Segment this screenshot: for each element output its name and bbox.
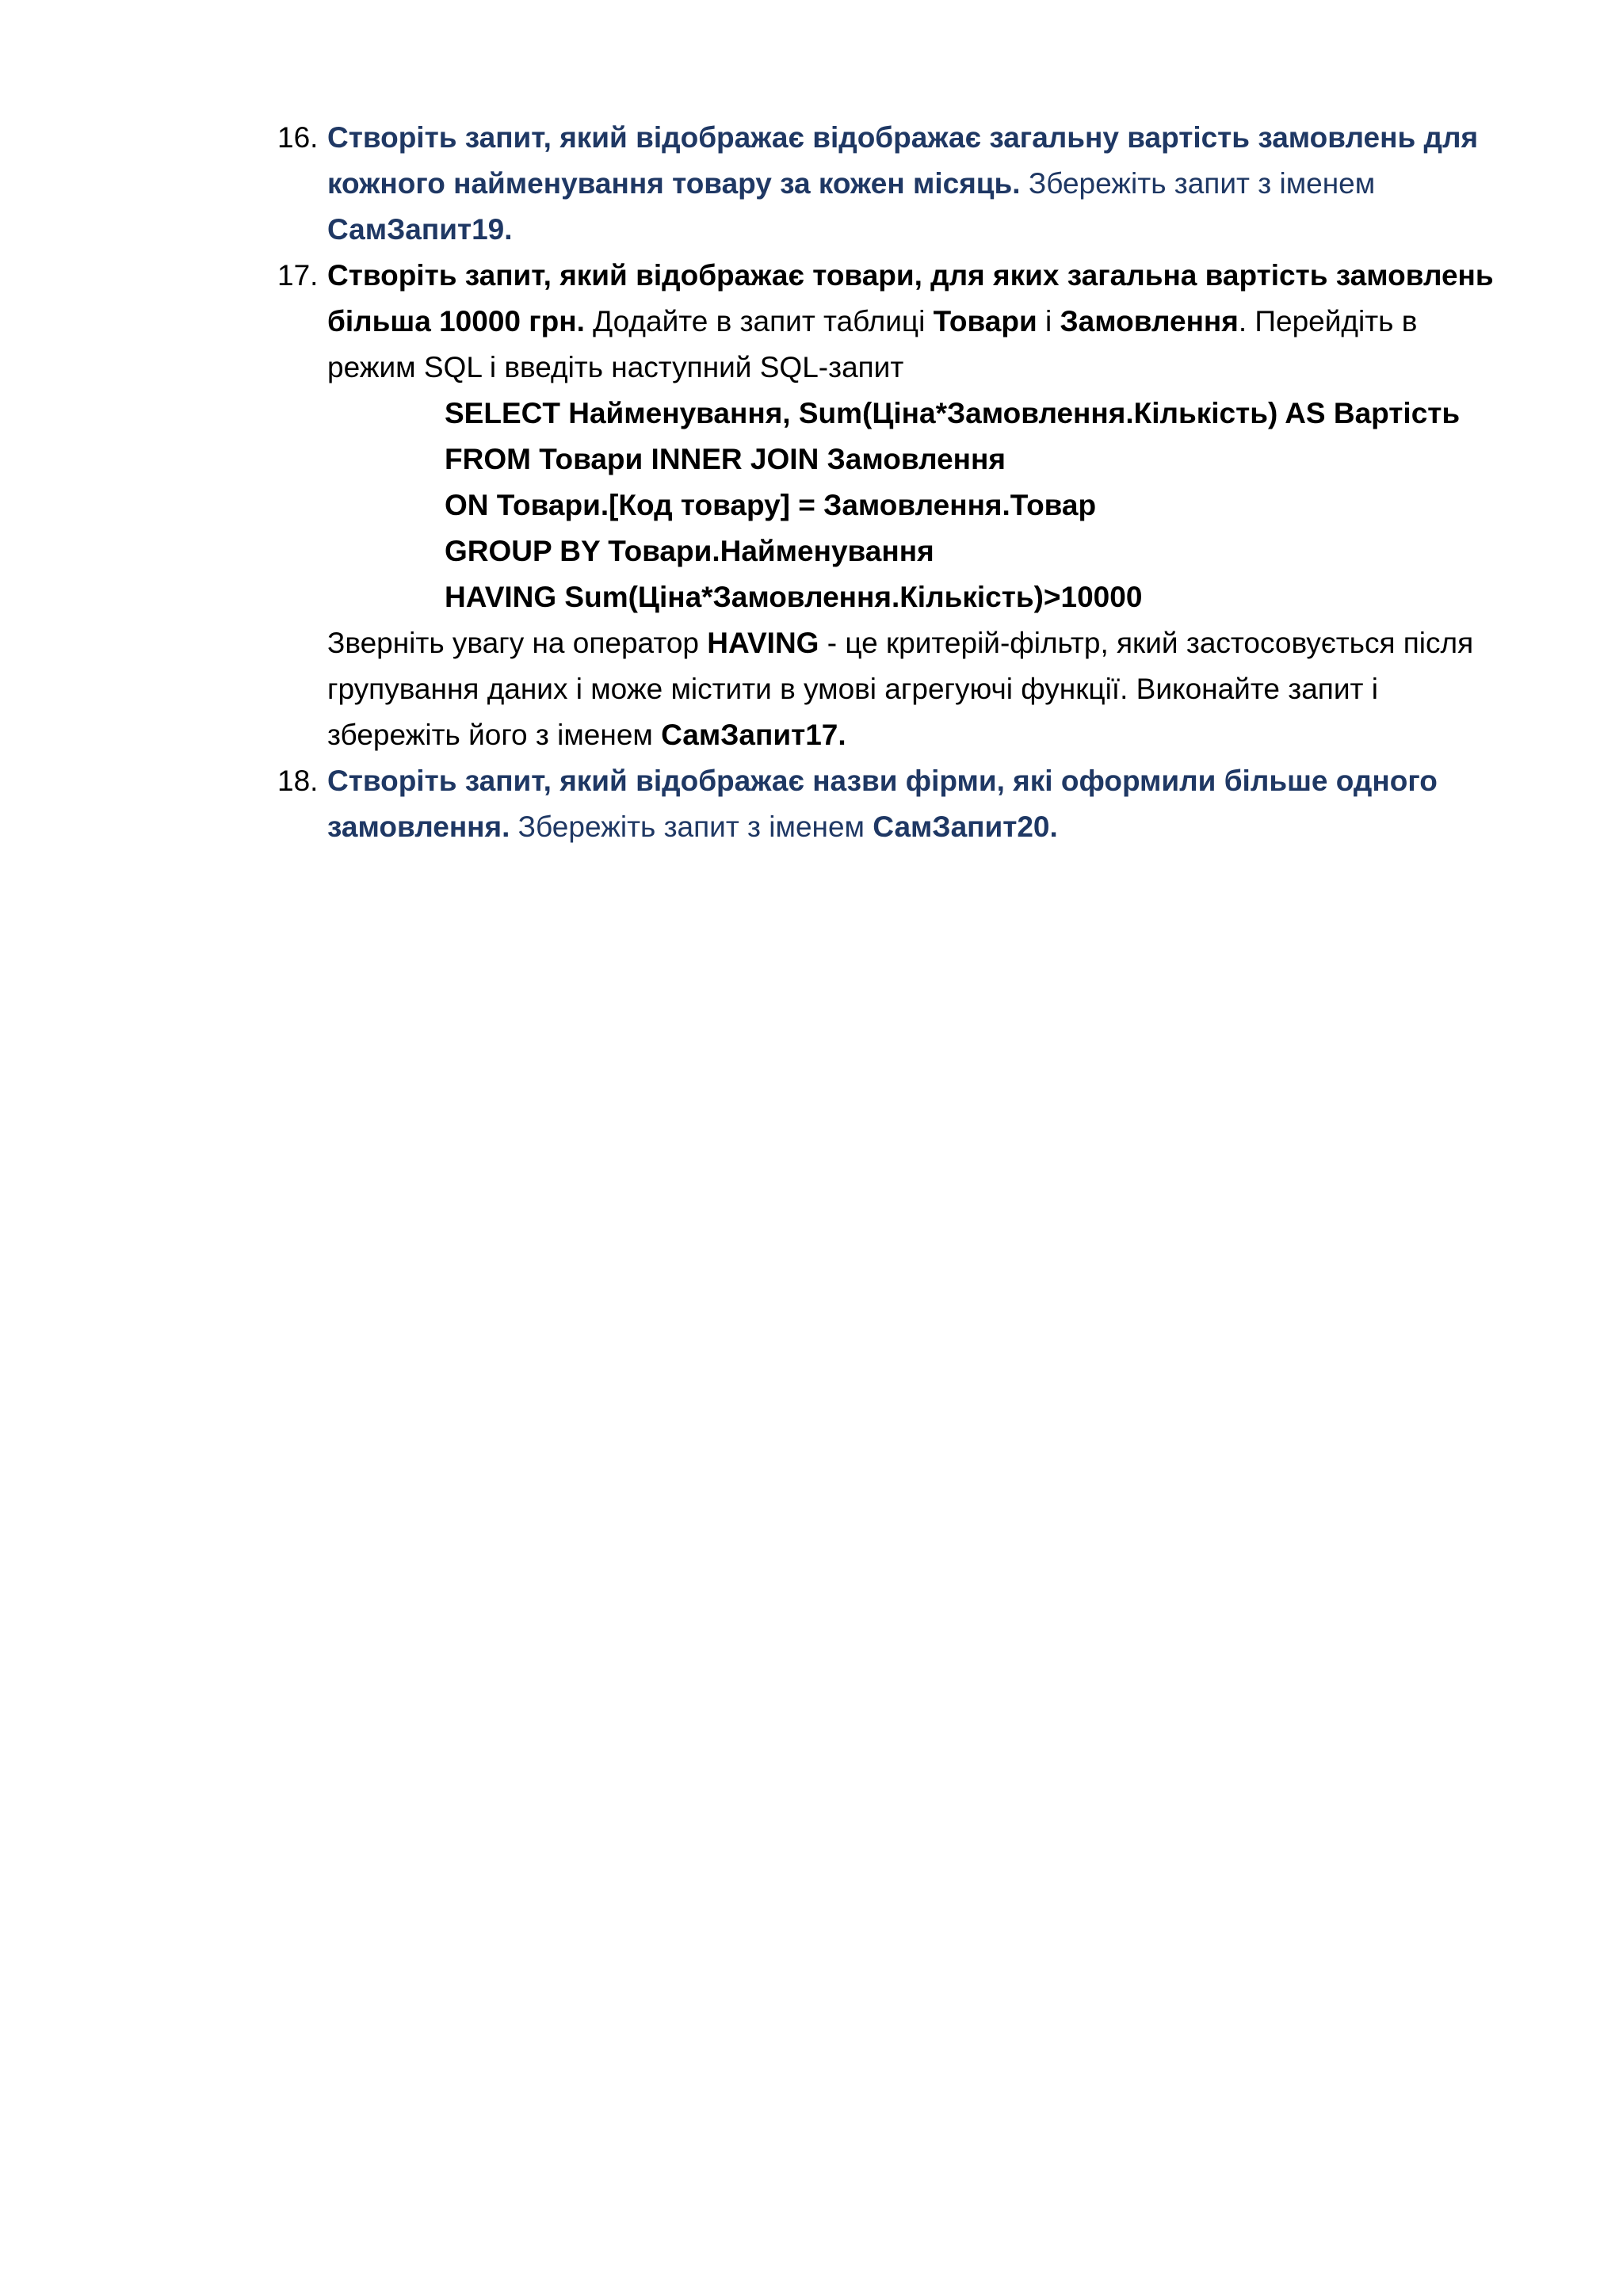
task-number: 18.: [277, 765, 319, 797]
sql-line: GROUP BY Товари.Найменування: [445, 535, 934, 567]
keyword: HAVING: [707, 627, 819, 659]
note-text: збережіть його з іменем: [327, 719, 662, 751]
note-text: групування даних і може містити в умові агрегуючі функції. Виконайте запит і: [327, 673, 1378, 705]
task-17: [277, 253, 1514, 758]
table-name: Замовлення: [1060, 305, 1239, 338]
sql-line: HAVING Sum(Ціна*Замовлення.Кількість)>10000: [445, 581, 1143, 613]
task-text-line: [277, 161, 1514, 207]
query-name: СамЗапит20.: [873, 810, 1058, 843]
task-text: більша 10000 грн.: [327, 305, 585, 338]
task-number: 17.: [277, 259, 319, 292]
instruction-text: режим SQL і введіть наступний SQL-запит: [327, 351, 904, 383]
task-text: кожного найменування товару за кожен місяць.: [327, 167, 1021, 200]
save-instruction: Збережіть запит з іменем: [1020, 167, 1376, 200]
instruction-text: і: [1037, 305, 1060, 338]
note-text: - це критерій-фільтр, який застосовується після: [819, 627, 1474, 659]
task-18: [277, 758, 1514, 850]
sql-code-block: [277, 391, 1514, 620]
query-name: СамЗапит17.: [661, 719, 846, 751]
sql-line: FROM Товари INNER JOIN Замовлення: [445, 443, 1006, 475]
instruction-text: Додайте в запит таблиці: [584, 305, 934, 338]
save-instruction: Збережіть запит з іменем: [510, 810, 873, 843]
task-number: 16.: [277, 121, 319, 154]
sql-line: SELECT Найменування, Sum(Ціна*Замовлення.Кількість) AS Вартість: [445, 397, 1461, 429]
table-name: Товари: [933, 305, 1037, 338]
sql-line: ON Товари.[Код товару] = Замовлення.Товар: [445, 489, 1097, 521]
task-16: [277, 115, 1514, 253]
task-text-line: [277, 299, 1514, 345]
instruction-text: . Перейдіть в: [1238, 305, 1418, 338]
note-line: [277, 620, 1514, 666]
note-text: Зверніть увагу на оператор: [327, 627, 708, 659]
note-line: [277, 712, 1514, 758]
query-name: СамЗапит19.: [327, 213, 513, 246]
task-text: Створіть запит, який відображає назви фірми, які оформили більше одного: [327, 765, 1438, 797]
task-text-line: [277, 804, 1514, 850]
task-text: Створіть запит, який відображає товари, для яких загальна вартість замовлень: [327, 259, 1494, 292]
task-text: Створіть запит, який відображає відображає загальну вартість замовлень для: [327, 121, 1479, 154]
task-text: замовлення.: [327, 810, 510, 843]
